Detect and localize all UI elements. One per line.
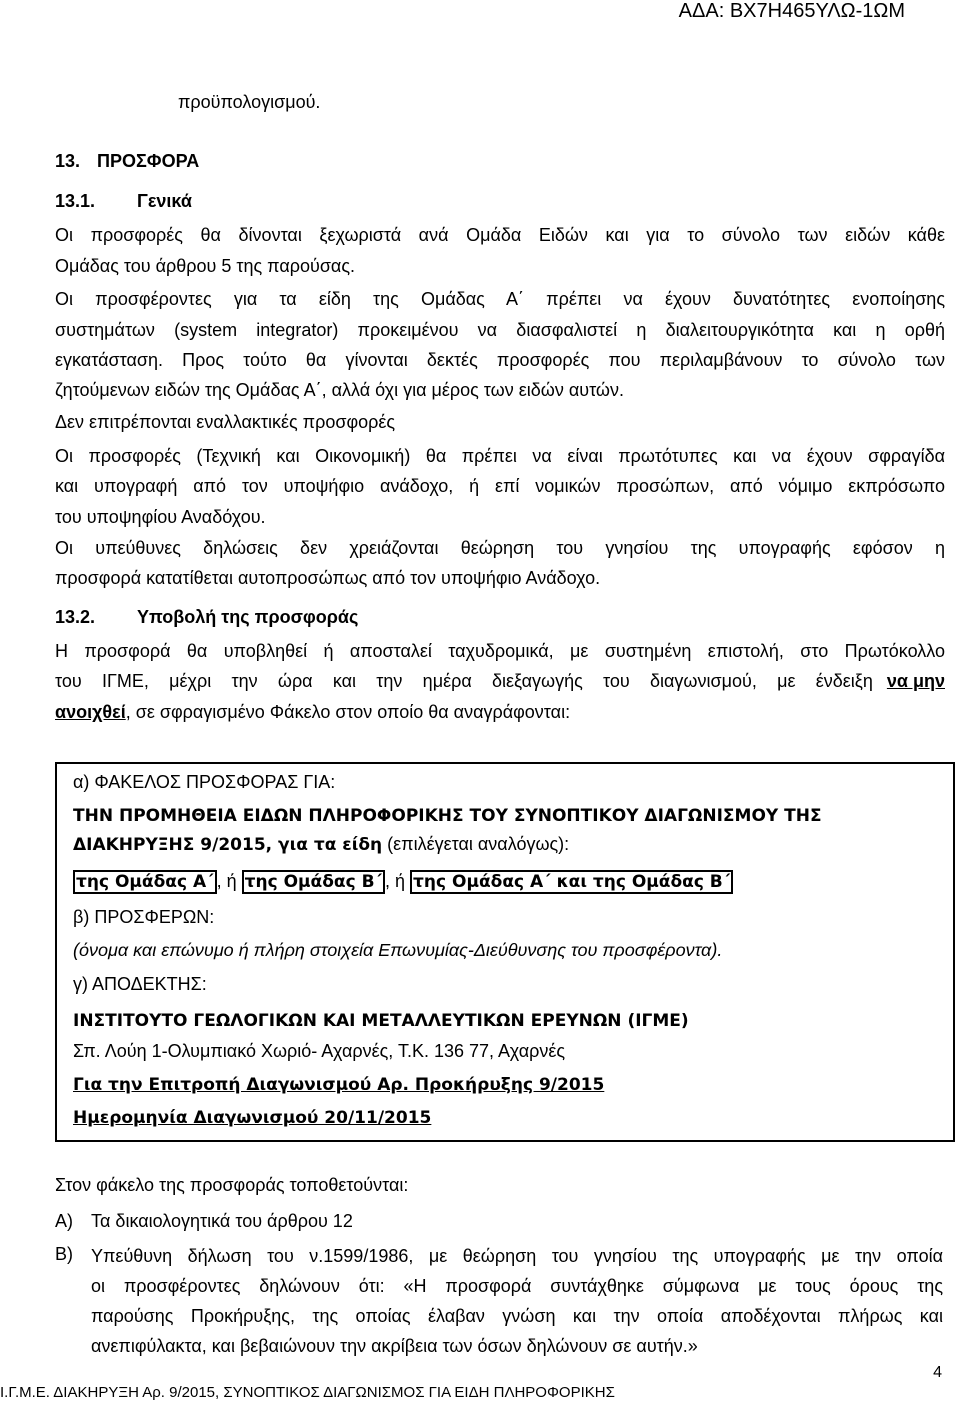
section-13-2-number: 13.2. bbox=[55, 607, 96, 627]
item-b-line: παρούσης Προκήρυξης, της οποίας έλαβαν γνώση και την οποία αποδέχονται πλήρως και bbox=[91, 1306, 943, 1326]
paragraph-line: Οι υπεύθυνες δηλώσεις δεν χρειάζονται θεώρηση του γνησίου της υπογραφής εφόσον η bbox=[55, 538, 945, 558]
section-13-number: 13. bbox=[55, 151, 81, 171]
ada-code: ΑΔΑ: ΒΧ7Η465ΥΛΩ-1ΩΜ bbox=[678, 0, 905, 22]
bidder-details-note: (όνομα και επώνυμο ή πλήρη στοιχεία Επωνυμίας-Διεύθυνσης του προσφέροντα). bbox=[73, 940, 723, 960]
paragraph-line: εγκατάσταση. Προς τούτο θα γίνονται δεκτές προσφορές που περιλαμβάνουν το σύνολο των bbox=[55, 350, 945, 370]
envelope-title-note: (επιλέγεται αναλόγως): bbox=[382, 834, 570, 854]
paragraph-line: και υπογραφή από τον υποψήφιο ανάδοχο, ή επί νομικών προσώπων, από νόμιμο εκπρόσωπο bbox=[55, 476, 945, 496]
option-group-b: της Ομάδας Β΄ bbox=[242, 870, 385, 894]
item-b-line: οι προσφέροντες δηλώνουν ότι: «Η προσφορά συντάχθηκε σύμφωνα με τους όρους της bbox=[91, 1276, 943, 1296]
footer-text: Ι.Γ.Μ.Ε. ΔΙΑΚΗΡΥΞΗ Αρ. 9/2015, ΣΥΝΟΠΤΙΚΟΣ ΔΙΑΓΩΝΙΣΜΟΣ ΓΙΑ ΕΙΔΗ ΠΛΗΡΟΦΟΡΙΚΗΣ bbox=[0, 1384, 615, 1401]
recipient-name: ΙΝΣΤΙΤΟΥΤΟ ΓΕΩΛΟΓΙΚΩΝ ΚΑΙ ΜΕΤΑΛΛΕΥΤΙΚΩΝ ΕΡΕΥΝΩΝ (ΙΓΜΕ) bbox=[73, 1011, 689, 1031]
group-options bbox=[73, 867, 733, 896]
item-a-text: Τα δικαιολογητικά του άρθρου 12 bbox=[91, 1211, 353, 1231]
item-a-marker: Α) bbox=[55, 1211, 73, 1231]
do-not-open-emphasis: ανοιχθεί bbox=[55, 702, 126, 722]
paragraph-line: του υποψηφίου Αναδόχου. bbox=[55, 507, 266, 527]
option-group-a-and-b: της Ομάδας Α΄ και της Ομάδας Β΄ bbox=[410, 870, 733, 894]
item-b-marker: Β) bbox=[55, 1244, 73, 1264]
paragraph-line bbox=[55, 697, 945, 728]
section-13-title: ΠΡΟΣΦΟΡΑ bbox=[97, 151, 200, 171]
envelope-title-line: ΤΗΝ ΠΡΟΜΗΘΕΙΑ ΕΙΔΩΝ ΠΛΗΡΟΦΟΡΙΚΗΣ ΤΟΥ ΣΥΝΟΠΤΙΚΟΥ ΔΙΑΓΩΝΙΣΜΟΥ ΤΗΣ bbox=[73, 806, 822, 826]
section-13-1-number: 13.1. bbox=[55, 191, 96, 211]
previous-text: προϋπολογισμού. bbox=[178, 92, 321, 112]
paragraph-line: ζητούμενων ειδών της Ομάδας Α΄, αλλά όχι για μέρος των ειδών αυτών. bbox=[55, 380, 624, 400]
envelope-c-label: γ) ΑΠΟΔΕΚΤΗΣ: bbox=[73, 974, 207, 994]
option-separator: , ή bbox=[385, 871, 411, 891]
paragraph-line: Οι προσφορές (Τεχνική και Οικονομική) θα πρέπει να είναι πρωτότυπες και να έχουν σφραγίδα bbox=[55, 446, 945, 466]
section-13-2-title: Υποβολή της προσφοράς bbox=[137, 607, 359, 627]
do-not-open-emphasis: να μην bbox=[886, 671, 945, 691]
envelope-a-label: α) ΦΑΚΕΛΟΣ ΠΡΟΣΦΟΡΑΣ ΓΙΑ: bbox=[73, 772, 336, 792]
section-13-1-title: Γενικά bbox=[137, 191, 192, 211]
paragraph-line: Δεν επιτρέπονται εναλλακτικές προσφορές bbox=[55, 412, 396, 432]
paragraph-line: Ομάδας του άρθρου 5 της παρούσας. bbox=[55, 256, 356, 276]
paragraph-line: Οι προσφορές θα δίνονται ξεχωριστά ανά Ομάδα Ειδών και για το σύνολο των ειδών κάθε bbox=[55, 225, 945, 245]
envelope-title-bold: ΔΙΑΚΗΡΥΞΗΣ 9/2015, για τα είδη bbox=[73, 835, 383, 855]
option-separator: , ή bbox=[216, 871, 242, 891]
envelope-label-box bbox=[55, 762, 955, 1142]
paragraph-line: Οι προσφέροντες για τα είδη της Ομάδας Α΄ πρέπει να έχουν δυνατότητες ενοποίησης bbox=[55, 289, 945, 309]
envelope-b-label: β) ΠΡΟΣΦΕΡΩΝ: bbox=[73, 907, 215, 927]
recipient-address: Σπ. Λούη 1-Ολυμπιακό Χωριό- Αχαρνές, Τ.Κ. 136 77, Αχαρνές bbox=[73, 1041, 566, 1061]
paragraph-text: του ΙΓΜΕ, μέχρι την ώρα και την ημέρα διεξαγωγής του διαγωνισμού, με ένδειξη bbox=[55, 671, 873, 691]
tender-date-line: Ημερομηνία Διαγωνισμού 20/11/2015 bbox=[73, 1108, 432, 1128]
envelope-title-line bbox=[73, 830, 569, 859]
option-group-a: της Ομάδας Α΄ bbox=[73, 870, 217, 894]
paragraph-text: , σε σφραγισμένο Φάκελο στον οποίο θα αναγράφονται: bbox=[125, 702, 571, 722]
paragraph-line-with-emphasis bbox=[55, 666, 945, 697]
paragraph-line: Η προσφορά θα υποβληθεί ή αποσταλεί ταχυδρομικά, με συστημένη επιστολή, στο Πρωτόκολλο bbox=[55, 641, 945, 661]
paragraph-line: συστημάτων (system integrator) προκειμένου να διασφαλιστεί η διαλειτουργικότητα και η ορθή bbox=[55, 320, 945, 340]
page-number: 4 bbox=[933, 1364, 942, 1381]
committee-line: Για την Επιτροπή Διαγωνισμού Αρ. Προκήρυξης 9/2015 bbox=[73, 1075, 605, 1095]
contents-intro: Στον φάκελο της προσφοράς τοποθετούνται: bbox=[55, 1175, 409, 1195]
item-b-line: Υπεύθυνη δήλωση του ν.1599/1986, με θεώρηση του γνησίου της υπογραφής με την οποία bbox=[91, 1246, 943, 1266]
paragraph-line: προσφορά κατατίθεται αυτοπροσώπως από τον υποψήφιο Ανάδοχο. bbox=[55, 568, 601, 588]
item-b-line: ανεπιφύλακτα, και βεβαιώνουν την ακρίβεια των όσων δηλώνουν σε αυτήν.» bbox=[91, 1336, 698, 1356]
